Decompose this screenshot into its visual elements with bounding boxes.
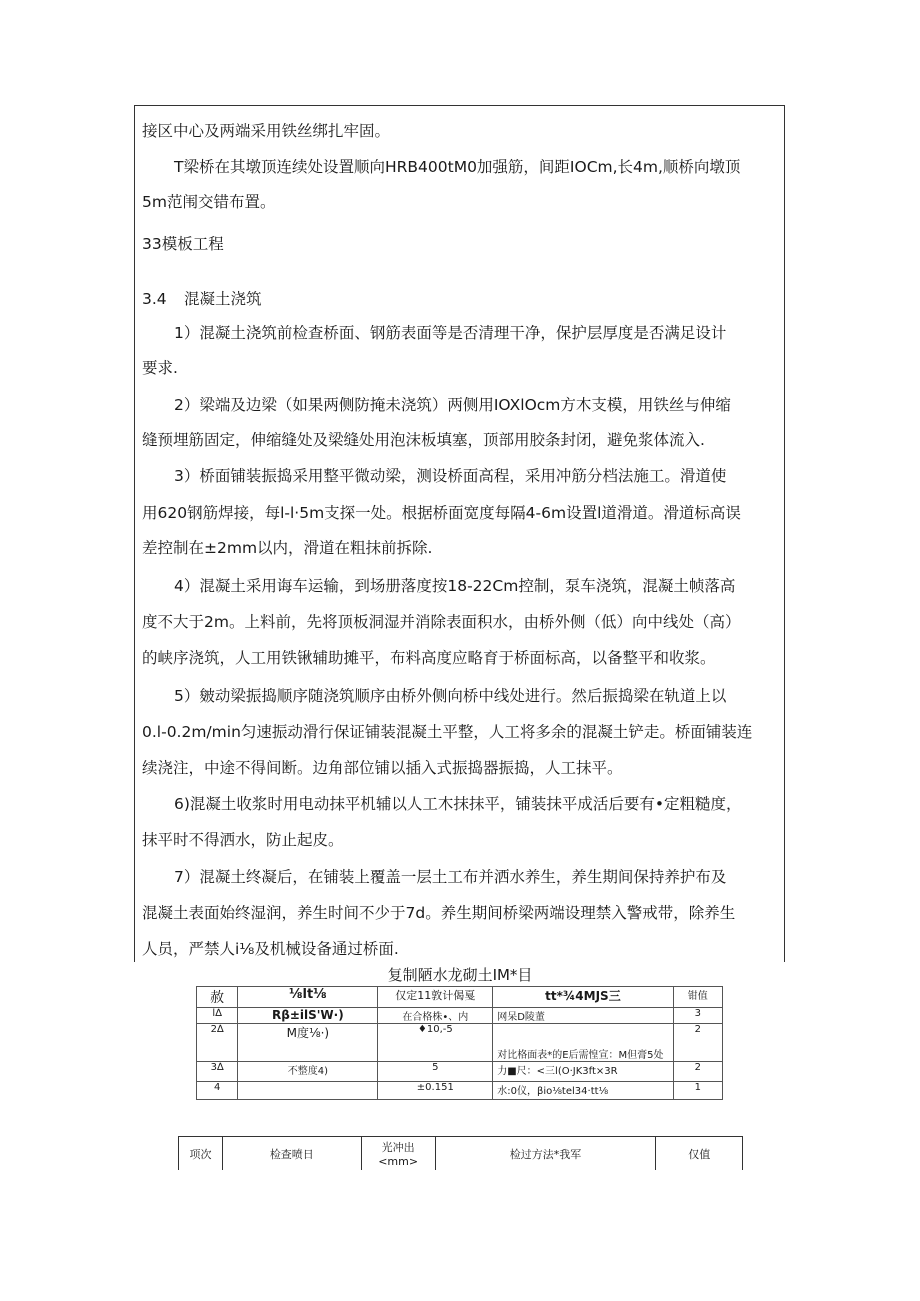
- cell: ♦10,-5: [378, 1024, 493, 1062]
- text-line: 5m范闱交错布置。: [142, 193, 276, 211]
- header-cell: 仅值: [656, 1137, 743, 1171]
- section-heading-3-4: 混凝土浇筑: [184, 290, 262, 308]
- inspection-table: [196, 986, 723, 1100]
- text-line: T梁桥在其墩顶连续处设置顺向HRB400tM0加强筋，间距IOCm,长4m,顺桥向墩顶: [174, 158, 741, 176]
- table1-caption: 复制陋水龙砌土IM*目: [387, 966, 533, 984]
- cell: [238, 1082, 378, 1100]
- text-line: 混凝土表面始终湿润，养生时间不少于7d。养生期间桥梁两端设理禁入警戒带，除养生: [142, 904, 736, 922]
- text-line: 的峡序浇筑，人工用铁锹辅助摊平，布料高度应略育于桥面标高，以备整平和收浆。: [142, 649, 716, 667]
- text-line: 要求.: [142, 359, 178, 377]
- inspection-table-continued: [178, 1136, 743, 1170]
- table-row: [197, 1082, 723, 1100]
- table-row: [197, 1062, 723, 1082]
- header-cell: tt*¾4MJS三: [493, 987, 673, 1008]
- section-heading-3-3: 33模板工程: [142, 235, 224, 253]
- table-header-row: [197, 987, 723, 1008]
- text-line: 1）混凝土浇筑前检查桥面、钢筋表面等是否清理干净，保护层厚度是否满足设计: [174, 324, 727, 342]
- cell: ±0.151: [378, 1082, 493, 1100]
- cell: 3∆: [197, 1062, 238, 1082]
- cell: 2∆: [197, 1024, 238, 1062]
- text-line: 度不大于2m。上料前，先将顶板洞湿并消除表面积水，由桥外侧（低）向中线处（高）: [142, 613, 741, 631]
- cell: 1: [673, 1082, 722, 1100]
- header-cell: 光冲出<mm>: [361, 1137, 435, 1171]
- cell: 水:0仪，βio⅛tel34·tt⅛: [493, 1082, 673, 1100]
- text-line: 接区中心及两端采用铁丝绑扎牢固。: [142, 122, 391, 140]
- cell: 力■尺：<三l(O·JK3ft×3R: [493, 1062, 673, 1082]
- header-cell: ⅛lt⅛: [238, 987, 378, 1008]
- table-row: [197, 1008, 723, 1024]
- cell: Rβ±ilS'W·): [238, 1008, 378, 1024]
- cell: 在合格株•、内: [378, 1008, 493, 1024]
- header-cell: 检查喷日: [222, 1137, 361, 1171]
- cell: 3: [673, 1008, 722, 1024]
- cell: 对比格面表*的E后需惶宣：M但膏5处: [493, 1024, 673, 1062]
- text-line: 0.l-0.2m/min匀速振动滑行保证铺装混凝土平整，人工将多余的混凝土铲走。桥面铺装连: [142, 723, 753, 741]
- section-number-3-4: 3.4: [142, 290, 167, 308]
- text-line: 差控制在±2mm以内，滑道在粗抹前拆除.: [142, 539, 433, 557]
- table-header-row: [179, 1137, 743, 1171]
- header-cell: 仅定11敦计偈戛: [378, 987, 493, 1008]
- header-cell: 钳值: [673, 987, 722, 1008]
- text-line: 缝预埋筋固定，伸缩缝处及梁缝处用泡沫板填塞，顶部用胶条封闭，避免浆体流入.: [142, 431, 705, 449]
- text-line: 4）混凝土采用诲车运输，到场册落度按18-22Cm控制，泵车浇筑，混凝土帧落高: [174, 577, 736, 595]
- cell: 5: [378, 1062, 493, 1082]
- text-line: 用620钢筋焊接，每l-l·5m支探一处。根据桥面宽度每隔4-6m设置l道滑道。滑道标高误: [142, 504, 741, 522]
- header-cell: 赦: [197, 987, 238, 1008]
- text-line: 抹平时不得洒水，防止起皮。: [142, 831, 344, 849]
- cell: 网呆D陵董: [493, 1008, 673, 1024]
- cell: 2: [673, 1062, 722, 1082]
- cell: l∆: [197, 1008, 238, 1024]
- cell: M度⅛·): [238, 1024, 378, 1062]
- table-row: [197, 1024, 723, 1062]
- text-line: 5）皴动梁振捣顺序随浇筑顺序由桥外侧向桥中线处进行。然后振捣梁在轨道上以: [174, 687, 727, 705]
- cell: 4: [197, 1082, 238, 1100]
- text-line: 6)混凝土收浆时用电动抹平机辅以人工木抹抹平，铺装抹平成活后要有•定粗糙度，: [174, 795, 742, 813]
- text-line: 续浇注，中途不得间断。边角部位铺以插入式振捣器振捣，人工抹平。: [142, 759, 623, 777]
- cell: 不整度4): [238, 1062, 378, 1082]
- header-cell: 项次: [179, 1137, 223, 1171]
- text-line: 3）桥面铺装振捣采用整平微动梁，测设桥面高程，采用冲筋分档法施工。滑道使: [174, 467, 727, 485]
- text-line: 7）混凝土终凝后，在铺装上覆盖一层土工布并洒水养生，养生期间保持养护布及: [174, 868, 727, 886]
- cell: 2: [673, 1024, 722, 1062]
- text-line: 人员，严禁人i⅛及机械设备通过桥面.: [142, 940, 399, 958]
- header-cell: 检过方法*我军: [435, 1137, 656, 1171]
- text-line: 2）梁端及边梁（如果两侧防掩未浇筑）两侧用IOXlOcm方木支模，用铁丝与伸缩: [174, 396, 731, 414]
